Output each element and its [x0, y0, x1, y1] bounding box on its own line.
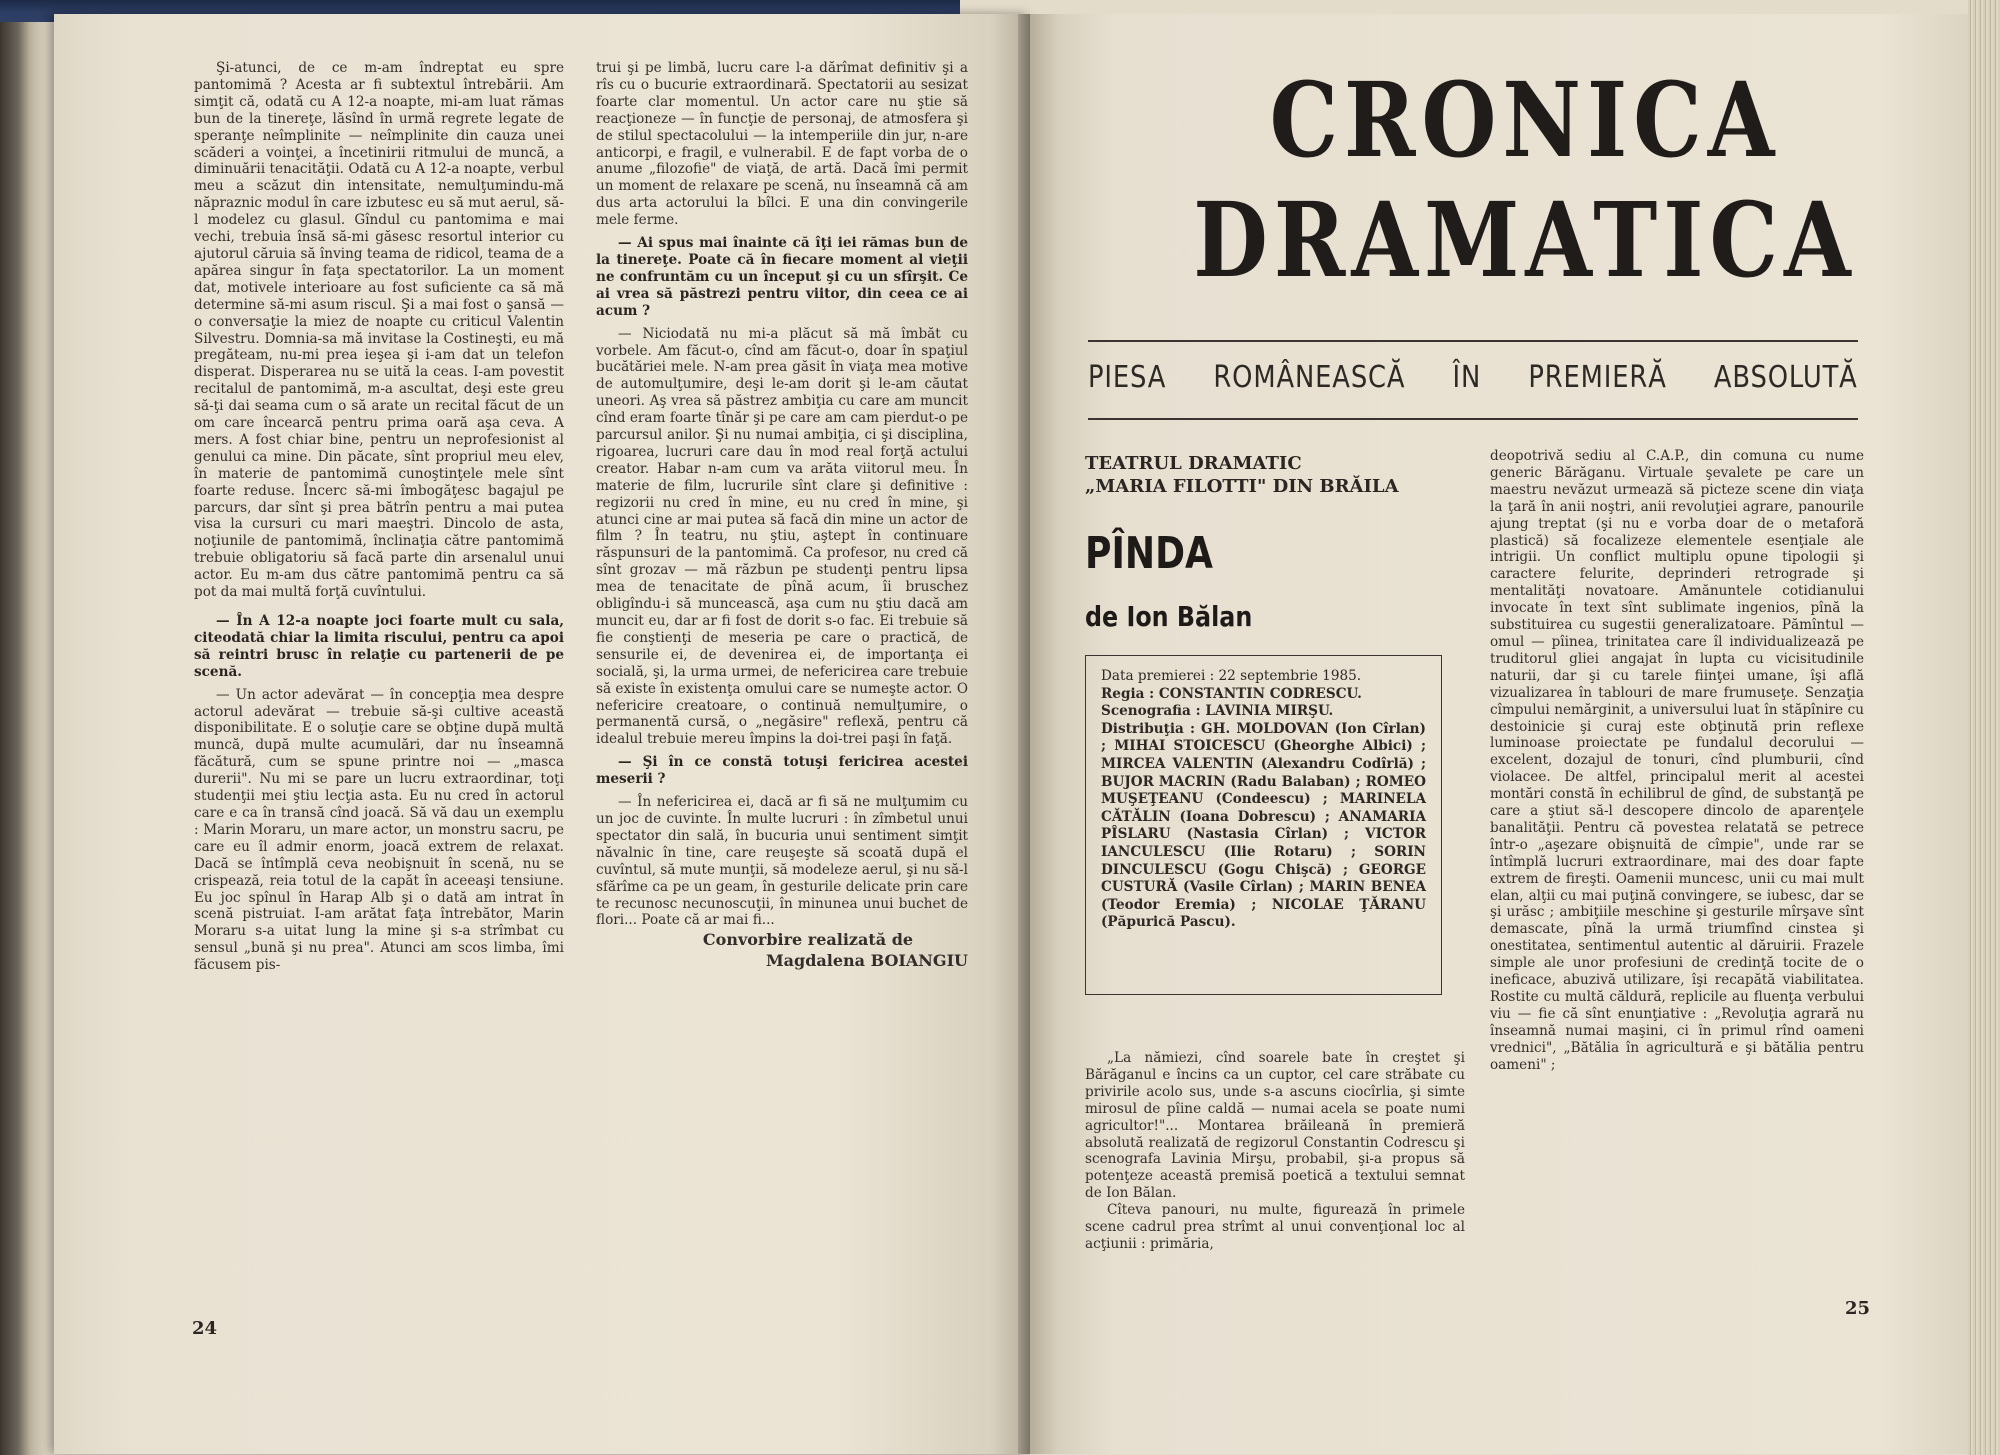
- divider-rule: [1088, 418, 1858, 420]
- theatre-heading: [1085, 452, 1485, 498]
- page-edges: [1968, 0, 2000, 1455]
- credits-box: [1085, 655, 1442, 995]
- paragraph: — Un actor adevărat — în concepţia mea despre actorul adevărat — trebuie să-şi cultive această disponibilitate. E o soluţie care se obţine după multă muncă, după multe acumulări, dar nu înseamnă făcătură, cum se spune printre noi — „masca durerii". Nu mi se pare un lucru extraordinar, toţi studenţii mei ştiu lecţia asta. Eu nu cred în actorul care e ca în transă cînd joacă. Să vă dau un exemplu : Marin Moraru, un mare actor, un monstru sacru, pe care eu îl admir enorm, joacă extrem de relaxat. Dacă se întîmplă ceva neobişnuit în scenă, nu se crispează, reia totul de la capăt în aceeaşi tensiune. Eu joc spînul în Harap Alb şi o dată am intrat în scenă pistruiat. I-am arătat faţa întrebător, Marin Moraru s-a uitat lung la mine şi s-a strîmbat cu sensul „bună şi nu prea". Atunci am scos limba, îmi făcusem pis-: [194, 686, 564, 974]
- paragraph: Şi-atunci, de ce m-am îndreptat eu spre pantomimă ? Acesta ar fi subtextul întrebării. Am simţit că, odată cu A 12-a noapte, mi-am luat rămas bun de la tinereţe, lăsînd în urmă regrete legate de speranţe neîmplinite — neîmplinite din cauza unei scăderi a voinţei, a încetinirii ritmului de muncă, a diminuării tenacităţii. Odată cu A 12-a noapte, verbul meu a scăzut din intensitate, nemulţumindu-mă năpraznic modul în care izbutesc eu să mut aerul, să-l modelez cu glasul. Gîndul cu pantomima e mai vechi, trebuia însă să-mi găsesc resortul interior cu ajutorul căruia să înving teama de ridicol, teama de a apărea singur în faţa spectatorilor. La un moment dat, motivele interioare au fost suficiente ca să mă determine să-mi asum riscul. Şi a mai fost o şansă — o conversaţie la miez de noapte cu criticul Valentin Silvestru. Domnia-sa mă invitase la Costineşti, eu mă pregăteam, nu-mi prea ieşea şi i-am dat un telefon disperat. Disperarea nu se uită la ceas. I-am povestit recitalul de pantomimă, m-a ascultat, deşi este greu să-ţi dai seama cum o să arate un recital făcut de un om care încearcă pentru prima oară aşa ceva. A mers. A fost chiar bine, pentru un neprofesionist al genului ca mine. Din păcate, sînt propriul meu elev, în materie de pantomimă cunoştinţele mele sînt foarte reduse. Încerc să-mi îmbogăţesc bagajul pe parcurs, dar sînt şi prea bătrîn pentru a mai putea visa la cursuri cu mari maeştri. Dincolo de asta, noţiunile de pantomimă, înclinaţia către pantomimă trebuie obligatoriu să facă parte din arsenalul unui actor. Eu m-am dus către pantomimă pentru ca să pot da mai multă forţă cuvîntului.: [194, 60, 564, 601]
- section-title: [1180, 59, 1870, 301]
- page-number-left: 24: [192, 1318, 218, 1339]
- section-subtitle: PIESA ROMÂNEASCĂ ÎN PREMIERĂ ABSOLUTĂ: [1088, 360, 1858, 395]
- paragraph: — Niciodată nu mi-a plăcut să mă îmbăt cu vorbele. Am făcut-o, cînd am făcut-o, doar în spaţiul bucătăriei mele. N-am prea găsit în viaţa mea motive de automulţumire, deşi le-am dorit şi le-am căutat uneori. Aş vrea să păstrez ambiţia cu care am muncit cînd eram foarte tînăr şi pe care am cam pierdut-o pe parcursul anilor. Şi nu numai ambiţia, ci şi disciplina, rigoarea, lucruri care dau în mod real forţă actului creator. Habar n-am cum va arăta viitorul meu. În materie de film, lucrurile sînt clare şi definitive : regizorii nu cred în mine, eu nu cred în mine, şi atunci cine ar mai putea să facă din mine un actor de film ? În teatru, nu ştiu, aştept în continuare răspunsuri de la pantomimă. Ca profesor, nu cred că sînt grozav — mă răzbun pe studenţi pentru lipsa mea de tenacitate de pînă acum, îi bruschez obligîndu-i să muncească, aşa cum nu ştiu dacă am muncit eu, dar ar fi fost de dorit s-o fac. Ei trebuie să fie conştienţi de meseria pe care o practică, de sensurile ei, de devenirea ei, de importanţa ei socială, şi, la urma urmei, de nefericirea care trebuie să existe în existenţa omului care se numeşte actor. O nefericire creatoare, o continuă nemulţumire, o permanentă cursă, o „negăsire" reflexă, pentru că idealul trebuie mereu împins la doi-trei paşi în faţă.: [596, 325, 968, 748]
- signature-author: Magdalena BOIANGIU: [765, 951, 968, 971]
- set-design-credit: Scenografia : LAVINIA MIRŞU.: [1101, 703, 1334, 720]
- right-column-2: [1490, 448, 1864, 1074]
- section-title-line: DRAMATICA: [1193, 179, 1857, 301]
- paragraph: „La nămiezi, cînd soarele bate în creştet şi Bărăganul e încins ca un cuptor, cel care străbate cu privirile acolo sus, unde s-a ascuns ciocîrlia, şi simte mirosul de pîine caldă — numai acela se poate numi agricultor!"... Montarea brăileană în premieră absolută realizată de regizorul Constantin Codrescu şi scenografa Lavinia Mirşu, probabil, şi-a propus să potenţeze această premisă poetică a textului semnat de Ion Bălan.: [1085, 1050, 1465, 1202]
- premiere-date: Data premierei : 22 septembrie 1985.: [1101, 668, 1362, 684]
- page-number-right: 25: [1845, 1298, 1871, 1319]
- paragraph: — În nefericirea ei, dacă ar fi să ne mulţumim cu un joc de cuvinte. În multe lucruri : în zîmbetul unui spectator din sală, în bucuria unui sentiment simţit năvalnic în tine, care reuşeşte să scoată după el cuvîntul, să mute munţii, să modeleze aerul, şi nu să-l sfărîme ca pe un geam, în gesturile delicate prin care te recunosc necunoscuţii, în minunea unui buchet de flori... Poate că ar mai fi...: [596, 794, 968, 929]
- left-column-2: [596, 60, 968, 971]
- right-column-1: [1085, 1050, 1465, 1253]
- signature-line: Convorbire realizată de: [702, 930, 914, 950]
- paragraph: deopotrivă sediu al C.A.P., din comuna cu nume generic Bărăganu. Virtuale şevalete pe care un maestru nevăzut urmează să picteze scene din viaţa la ţară în anii noştri, anii revoluţiei agrare, panourile ajung treptat (şi nu e vorba doar de o metaforă plastică) să focalizeze elementele esenţiale ale intrigii. Un conflict multiplu opune tipologii şi caractere felurite, deprinderi retrograde şi mentalităţi novatoare. Amănuntele cotidianului invocate în text sînt sublimate ingenios, pînă la substituirea cu sugestii generalizatoare. Pămîntul — omul — pîinea, trinitatea care îl individualizează pe truditorul gliei angajat în lupta cu vicisitudinile naturii, dar şi cu tarele fiinţei umane, îşi află vizualizarea în tablouri de mare frumuseţe. Senzaţia cîmpului nemărginit, a universului luat în stăpînire cu destoinicie şi curaj este obţinută prin reflexe luminoase proiectate pe fundalul decorului — excelent, dozajul de tonuri, cînd plumburii, cînd violacee. De altfel, principalul merit al acestei montări constă în echilibrul de gînd, de substanţă pe care a ştiut să-l descopere dincolo de aparenţele banalităţii. Pentru că povestea relatată se petrece într-o „aşezare obişnuită de cîmpie", unde rar se întîmplă lucruri extraordinare, mai des doar fapte extrem de fireşti. Oamenii muncesc, unii cu mai mult elan, alţii cu mai puţină convingere, se iubesc, dar se şi urăsc ; ambiţiile meschine şi gesturile mîrşave sînt demascate, pînă la urmă triumfînd cinstea şi onestitatea, sentimentul autentic al dăruirii. Frazele simple ale unor profesiuni de credinţă tocite de o ineficace, abuzivă utilizare, îşi recapătă viabilitatea. Rostite cu multă căldură, replicile au fluenţa verbului viu — fie că sînt enunţiative : „Revoluţia agrară nu înseamnă numai maşini, ci în primul rînd oameni vrednici", „Bătălia în agricultură e şi bătălia pentru oameni" ;: [1490, 448, 1864, 1073]
- theatre-name: TEATRUL DRAMATIC: [1085, 453, 1302, 474]
- section-title-line: CRONICA: [1269, 59, 1781, 181]
- play-title: PÎNDA: [1085, 528, 1213, 579]
- interview-question: — În A 12-a noapte joci foarte mult cu sala, citeodată chiar la limita riscului, pentru ca apoi să reintri brusc în relaţie cu partenerii de pe scenă.: [194, 613, 564, 680]
- paragraph: Cîteva panouri, nu multe, figurează în primele scene cadrul prea strîmt al unui convenţional loc al acţiunii : primăria,: [1085, 1202, 1465, 1252]
- divider-rule: [1088, 340, 1858, 342]
- interview-question: — Şi în ce constă totuşi fericirea acestei meserii ?: [596, 754, 968, 788]
- interview-signature: [596, 929, 968, 971]
- play-author: de Ion Bălan: [1085, 600, 1253, 633]
- paragraph: trui şi pe limbă, lucru care l-a dărîmat definitiv şi a rîs cu o bucurie extraordinară. Spectatorii au sesizat foarte clar momentul. Un actor care nu ştie să reacţioneze — în funcţie de personaj, de atmosfera şi de stilul spectacolului — la intemperiile din jur, n-are anticorpi, e fragil, e vulnerabil. E de fapt vorba de o anume „filozofie" de viaţă, de artă. Dacă îmi permit un moment de relaxare pe scenă, nu înseamnă că am dus arta actorului la bîlci. E una din convingerile mele ferme.: [596, 60, 968, 229]
- director-credit: Regia : CONSTANTIN CODRESCU.: [1101, 685, 1362, 702]
- left-column-1: [194, 60, 564, 974]
- theatre-location: „MARIA FILOTTI" DIN BRĂILA: [1085, 476, 1399, 497]
- cast-list: Distribuţia : GH. MOLDOVAN (Ion Cîrlan) ; MIHAI STOICESCU (Gheorghe Albici) ; MIRCEA VALENTIN (Alexandru Codîrlă) ; BUJOR MACRIN (Radu Balaban) ; ROMEO MUŞEŢEANU (Condeescu) ; MARINELA CĂTĂLIN (Ioana Dobrescu) ; ANAMARIA PÎSLARU (Nastasia Cîrlan) ; VICTOR IANCULESCU (Ilie Rotaru) ; SORIN DINCULESCU (Gogu Chişcă) ; GEORGE CUSTURĂ (Vasile Cîrlan) ; MARIN BENEA (Teodor Eremia) ; NICOLAE ŢĂRANU (Păpurică Pascu).: [1101, 720, 1426, 931]
- interview-question: — Ai spus mai înainte că îţi iei rămas bun de la tinereţe. Poate că în fiecare moment al vieţii ne confruntăm cu un început şi cu un sfîrşit. Ce ai vrea să păstrezi pentru viitor, din ceea ce ai acum ?: [596, 235, 968, 319]
